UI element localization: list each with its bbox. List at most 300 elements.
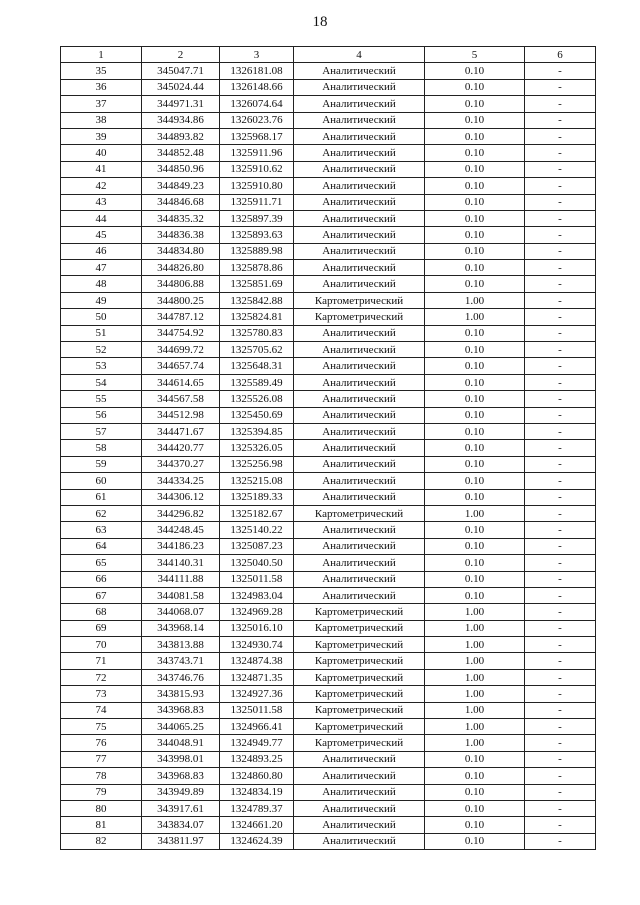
point-number-cell: 55 [61, 391, 142, 407]
point-number-cell: 51 [61, 325, 142, 341]
x-coordinate-cell: 344471.67 [142, 423, 220, 439]
note-cell: - [525, 702, 596, 718]
note-cell: - [525, 227, 596, 243]
x-coordinate-cell: 344186.23 [142, 538, 220, 554]
point-number-cell: 64 [61, 538, 142, 554]
accuracy-cell: 1.00 [425, 669, 525, 685]
y-coordinate-cell: 1324624.39 [220, 833, 294, 849]
y-coordinate-cell: 1324871.35 [220, 669, 294, 685]
accuracy-cell: 0.10 [425, 325, 525, 341]
accuracy-cell: 0.10 [425, 555, 525, 571]
header-cell-5: 5 [425, 47, 525, 63]
table-row [61, 243, 596, 259]
x-coordinate-cell: 344657.74 [142, 358, 220, 374]
table-row [61, 194, 596, 210]
x-coordinate-cell: 343917.61 [142, 800, 220, 816]
note-cell: - [525, 587, 596, 603]
point-number-cell: 81 [61, 817, 142, 833]
x-coordinate-cell: 344934.86 [142, 112, 220, 128]
x-coordinate-cell: 344068.07 [142, 604, 220, 620]
accuracy-cell: 0.10 [425, 260, 525, 276]
method-cell: Картометрический [294, 505, 425, 521]
point-number-cell: 59 [61, 456, 142, 472]
method-cell: Аналитический [294, 325, 425, 341]
y-coordinate-cell: 1325189.33 [220, 489, 294, 505]
method-cell: Аналитический [294, 161, 425, 177]
point-number-cell: 42 [61, 178, 142, 194]
y-coordinate-cell: 1326023.76 [220, 112, 294, 128]
y-coordinate-cell: 1325878.86 [220, 260, 294, 276]
x-coordinate-cell: 344111.88 [142, 571, 220, 587]
note-cell: - [525, 391, 596, 407]
method-cell: Аналитический [294, 587, 425, 603]
method-cell: Аналитический [294, 768, 425, 784]
table-row [61, 161, 596, 177]
accuracy-cell: 0.10 [425, 243, 525, 259]
note-cell: - [525, 145, 596, 161]
method-cell: Аналитический [294, 112, 425, 128]
accuracy-cell: 0.10 [425, 342, 525, 358]
accuracy-cell: 0.10 [425, 391, 525, 407]
point-number-cell: 44 [61, 210, 142, 226]
note-cell: - [525, 571, 596, 587]
y-coordinate-cell: 1324966.41 [220, 719, 294, 735]
note-cell: - [525, 374, 596, 390]
y-coordinate-cell: 1325824.81 [220, 309, 294, 325]
point-number-cell: 54 [61, 374, 142, 390]
table-row [61, 325, 596, 341]
note-cell: - [525, 669, 596, 685]
point-number-cell: 79 [61, 784, 142, 800]
point-number-cell: 72 [61, 669, 142, 685]
accuracy-cell: 1.00 [425, 686, 525, 702]
point-number-cell: 38 [61, 112, 142, 128]
note-cell: - [525, 325, 596, 341]
x-coordinate-cell: 344065.25 [142, 719, 220, 735]
table-row [61, 555, 596, 571]
x-coordinate-cell: 344806.88 [142, 276, 220, 292]
table-row [61, 489, 596, 505]
method-cell: Аналитический [294, 571, 425, 587]
note-cell: - [525, 210, 596, 226]
accuracy-cell: 0.10 [425, 587, 525, 603]
table-row [61, 686, 596, 702]
method-cell: Аналитический [294, 145, 425, 161]
header-cell-4: 4 [294, 47, 425, 63]
note-cell: - [525, 505, 596, 521]
method-cell: Аналитический [294, 243, 425, 259]
note-cell: - [525, 735, 596, 751]
x-coordinate-cell: 344754.92 [142, 325, 220, 341]
table-row [61, 817, 596, 833]
accuracy-cell: 0.10 [425, 473, 525, 489]
note-cell: - [525, 538, 596, 554]
y-coordinate-cell: 1325780.83 [220, 325, 294, 341]
point-number-cell: 69 [61, 620, 142, 636]
note-cell: - [525, 440, 596, 456]
note-cell: - [525, 161, 596, 177]
accuracy-cell: 0.10 [425, 538, 525, 554]
x-coordinate-cell: 344420.77 [142, 440, 220, 456]
method-cell: Аналитический [294, 538, 425, 554]
point-number-cell: 71 [61, 653, 142, 669]
x-coordinate-cell: 343813.88 [142, 637, 220, 653]
x-coordinate-cell: 343743.71 [142, 653, 220, 669]
accuracy-cell: 1.00 [425, 702, 525, 718]
x-coordinate-cell: 344849.23 [142, 178, 220, 194]
point-number-cell: 68 [61, 604, 142, 620]
table-row [61, 768, 596, 784]
table-row [61, 473, 596, 489]
y-coordinate-cell: 1325011.58 [220, 571, 294, 587]
table-row [61, 391, 596, 407]
table-row [61, 210, 596, 226]
x-coordinate-cell: 343968.83 [142, 702, 220, 718]
accuracy-cell: 0.10 [425, 407, 525, 423]
point-number-cell: 56 [61, 407, 142, 423]
table-row [61, 96, 596, 112]
y-coordinate-cell: 1324893.25 [220, 751, 294, 767]
y-coordinate-cell: 1325087.23 [220, 538, 294, 554]
note-cell: - [525, 178, 596, 194]
point-number-cell: 70 [61, 637, 142, 653]
x-coordinate-cell: 344834.80 [142, 243, 220, 259]
table-row [61, 128, 596, 144]
x-coordinate-cell: 344248.45 [142, 522, 220, 538]
x-coordinate-cell: 344800.25 [142, 292, 220, 308]
x-coordinate-cell: 344699.72 [142, 342, 220, 358]
note-cell: - [525, 342, 596, 358]
header-cell-2: 2 [142, 47, 220, 63]
point-number-cell: 39 [61, 128, 142, 144]
header-row [61, 47, 596, 63]
method-cell: Аналитический [294, 178, 425, 194]
method-cell: Аналитический [294, 374, 425, 390]
accuracy-cell: 1.00 [425, 637, 525, 653]
method-cell: Аналитический [294, 456, 425, 472]
point-number-cell: 80 [61, 800, 142, 816]
method-cell: Аналитический [294, 128, 425, 144]
accuracy-cell: 0.10 [425, 128, 525, 144]
accuracy-cell: 0.10 [425, 210, 525, 226]
note-cell: - [525, 407, 596, 423]
note-cell: - [525, 276, 596, 292]
method-cell: Картометрический [294, 669, 425, 685]
coordinates-table [60, 46, 596, 850]
y-coordinate-cell: 1325011.58 [220, 702, 294, 718]
x-coordinate-cell: 344512.98 [142, 407, 220, 423]
table-row [61, 423, 596, 439]
note-cell: - [525, 555, 596, 571]
point-number-cell: 41 [61, 161, 142, 177]
y-coordinate-cell: 1326074.64 [220, 96, 294, 112]
note-cell: - [525, 423, 596, 439]
y-coordinate-cell: 1325910.80 [220, 178, 294, 194]
x-coordinate-cell: 344140.31 [142, 555, 220, 571]
x-coordinate-cell: 344971.31 [142, 96, 220, 112]
table-row [61, 456, 596, 472]
x-coordinate-cell: 344306.12 [142, 489, 220, 505]
method-cell: Аналитический [294, 784, 425, 800]
y-coordinate-cell: 1325256.98 [220, 456, 294, 472]
method-cell: Аналитический [294, 227, 425, 243]
accuracy-cell: 0.10 [425, 194, 525, 210]
x-coordinate-cell: 343998.01 [142, 751, 220, 767]
method-cell: Картометрический [294, 653, 425, 669]
y-coordinate-cell: 1325851.69 [220, 276, 294, 292]
table-row [61, 637, 596, 653]
method-cell: Картометрический [294, 620, 425, 636]
x-coordinate-cell: 344846.68 [142, 194, 220, 210]
note-cell: - [525, 456, 596, 472]
y-coordinate-cell: 1324930.74 [220, 637, 294, 653]
note-cell: - [525, 719, 596, 735]
point-number-cell: 78 [61, 768, 142, 784]
accuracy-cell: 1.00 [425, 292, 525, 308]
accuracy-cell: 0.10 [425, 79, 525, 95]
header-cell-6: 6 [525, 47, 596, 63]
table-row [61, 735, 596, 751]
y-coordinate-cell: 1325911.71 [220, 194, 294, 210]
x-coordinate-cell: 344370.27 [142, 456, 220, 472]
point-number-cell: 49 [61, 292, 142, 308]
table-row [61, 358, 596, 374]
table-row [61, 505, 596, 521]
method-cell: Картометрический [294, 604, 425, 620]
note-cell: - [525, 260, 596, 276]
x-coordinate-cell: 344614.65 [142, 374, 220, 390]
accuracy-cell: 0.10 [425, 784, 525, 800]
accuracy-cell: 0.10 [425, 751, 525, 767]
point-number-cell: 77 [61, 751, 142, 767]
accuracy-cell: 1.00 [425, 653, 525, 669]
note-cell: - [525, 489, 596, 505]
y-coordinate-cell: 1324949.77 [220, 735, 294, 751]
header-cell-3: 3 [220, 47, 294, 63]
method-cell: Картометрический [294, 735, 425, 751]
method-cell: Картометрический [294, 719, 425, 735]
table-row [61, 374, 596, 390]
table-row [61, 833, 596, 849]
x-coordinate-cell: 344852.48 [142, 145, 220, 161]
y-coordinate-cell: 1326148.66 [220, 79, 294, 95]
method-cell: Аналитический [294, 194, 425, 210]
x-coordinate-cell: 343968.83 [142, 768, 220, 784]
method-cell: Аналитический [294, 817, 425, 833]
point-number-cell: 66 [61, 571, 142, 587]
note-cell: - [525, 637, 596, 653]
point-number-cell: 40 [61, 145, 142, 161]
x-coordinate-cell: 343968.14 [142, 620, 220, 636]
y-coordinate-cell: 1324789.37 [220, 800, 294, 816]
accuracy-cell: 0.10 [425, 145, 525, 161]
y-coordinate-cell: 1325140.22 [220, 522, 294, 538]
y-coordinate-cell: 1325589.49 [220, 374, 294, 390]
note-cell: - [525, 79, 596, 95]
y-coordinate-cell: 1325450.69 [220, 407, 294, 423]
y-coordinate-cell: 1325016.10 [220, 620, 294, 636]
accuracy-cell: 1.00 [425, 620, 525, 636]
note-cell: - [525, 833, 596, 849]
point-number-cell: 45 [61, 227, 142, 243]
point-number-cell: 74 [61, 702, 142, 718]
table-row [61, 587, 596, 603]
method-cell: Аналитический [294, 473, 425, 489]
table-row [61, 79, 596, 95]
method-cell: Картометрический [294, 637, 425, 653]
point-number-cell: 60 [61, 473, 142, 489]
point-number-cell: 52 [61, 342, 142, 358]
table-row [61, 719, 596, 735]
method-cell: Аналитический [294, 342, 425, 358]
accuracy-cell: 0.10 [425, 178, 525, 194]
table-row [61, 751, 596, 767]
table-row [61, 538, 596, 554]
point-number-cell: 76 [61, 735, 142, 751]
note-cell: - [525, 112, 596, 128]
note-cell: - [525, 522, 596, 538]
page-number: 18 [312, 14, 328, 30]
table-row [61, 653, 596, 669]
x-coordinate-cell: 343815.93 [142, 686, 220, 702]
x-coordinate-cell: 343834.07 [142, 817, 220, 833]
note-cell: - [525, 194, 596, 210]
table-body [61, 63, 596, 850]
point-number-cell: 75 [61, 719, 142, 735]
table-row [61, 604, 596, 620]
table-row [61, 669, 596, 685]
table-row [61, 702, 596, 718]
y-coordinate-cell: 1324834.19 [220, 784, 294, 800]
table-row [61, 522, 596, 538]
accuracy-cell: 0.10 [425, 374, 525, 390]
method-cell: Картометрический [294, 292, 425, 308]
y-coordinate-cell: 1325182.67 [220, 505, 294, 521]
accuracy-cell: 0.10 [425, 817, 525, 833]
x-coordinate-cell: 343949.89 [142, 784, 220, 800]
accuracy-cell: 0.10 [425, 96, 525, 112]
x-coordinate-cell: 344850.96 [142, 161, 220, 177]
x-coordinate-cell: 345024.44 [142, 79, 220, 95]
method-cell: Аналитический [294, 489, 425, 505]
y-coordinate-cell: 1325910.62 [220, 161, 294, 177]
accuracy-cell: 0.10 [425, 63, 525, 79]
method-cell: Аналитический [294, 79, 425, 95]
note-cell: - [525, 784, 596, 800]
y-coordinate-cell: 1325911.96 [220, 145, 294, 161]
x-coordinate-cell: 343811.97 [142, 833, 220, 849]
note-cell: - [525, 620, 596, 636]
method-cell: Аналитический [294, 407, 425, 423]
note-cell: - [525, 128, 596, 144]
y-coordinate-cell: 1325326.05 [220, 440, 294, 456]
accuracy-cell: 1.00 [425, 505, 525, 521]
accuracy-cell: 0.10 [425, 571, 525, 587]
method-cell: Аналитический [294, 391, 425, 407]
point-number-cell: 63 [61, 522, 142, 538]
table-row [61, 342, 596, 358]
x-coordinate-cell: 344893.82 [142, 128, 220, 144]
y-coordinate-cell: 1325526.08 [220, 391, 294, 407]
point-number-cell: 73 [61, 686, 142, 702]
method-cell: Аналитический [294, 358, 425, 374]
y-coordinate-cell: 1325215.08 [220, 473, 294, 489]
method-cell: Аналитический [294, 751, 425, 767]
x-coordinate-cell: 344048.91 [142, 735, 220, 751]
point-number-cell: 53 [61, 358, 142, 374]
method-cell: Аналитический [294, 423, 425, 439]
note-cell: - [525, 751, 596, 767]
accuracy-cell: 0.10 [425, 276, 525, 292]
point-number-cell: 35 [61, 63, 142, 79]
accuracy-cell: 0.10 [425, 833, 525, 849]
accuracy-cell: 0.10 [425, 440, 525, 456]
table-row [61, 571, 596, 587]
y-coordinate-cell: 1325394.85 [220, 423, 294, 439]
table-row [61, 800, 596, 816]
table-row [61, 784, 596, 800]
point-number-cell: 65 [61, 555, 142, 571]
point-number-cell: 36 [61, 79, 142, 95]
point-number-cell: 46 [61, 243, 142, 259]
x-coordinate-cell: 344334.25 [142, 473, 220, 489]
method-cell: Аналитический [294, 522, 425, 538]
accuracy-cell: 0.10 [425, 161, 525, 177]
note-cell: - [525, 800, 596, 816]
x-coordinate-cell: 344826.80 [142, 260, 220, 276]
accuracy-cell: 1.00 [425, 735, 525, 751]
x-coordinate-cell: 344787.12 [142, 309, 220, 325]
note-cell: - [525, 292, 596, 308]
accuracy-cell: 0.10 [425, 112, 525, 128]
table-row [61, 227, 596, 243]
accuracy-cell: 0.10 [425, 800, 525, 816]
note-cell: - [525, 653, 596, 669]
method-cell: Аналитический [294, 63, 425, 79]
table-row [61, 112, 596, 128]
point-number-cell: 37 [61, 96, 142, 112]
y-coordinate-cell: 1326181.08 [220, 63, 294, 79]
point-number-cell: 43 [61, 194, 142, 210]
table-row [61, 178, 596, 194]
table-header [61, 47, 596, 63]
accuracy-cell: 0.10 [425, 456, 525, 472]
accuracy-cell: 0.10 [425, 358, 525, 374]
table-row [61, 620, 596, 636]
y-coordinate-cell: 1325705.62 [220, 342, 294, 358]
table-row [61, 63, 596, 79]
y-coordinate-cell: 1325893.63 [220, 227, 294, 243]
accuracy-cell: 0.10 [425, 489, 525, 505]
y-coordinate-cell: 1324661.20 [220, 817, 294, 833]
y-coordinate-cell: 1325040.50 [220, 555, 294, 571]
note-cell: - [525, 63, 596, 79]
accuracy-cell: 1.00 [425, 604, 525, 620]
point-number-cell: 57 [61, 423, 142, 439]
accuracy-cell: 0.10 [425, 227, 525, 243]
method-cell: Аналитический [294, 800, 425, 816]
table-row [61, 440, 596, 456]
method-cell: Аналитический [294, 833, 425, 849]
x-coordinate-cell: 343746.76 [142, 669, 220, 685]
table-row [61, 260, 596, 276]
x-coordinate-cell: 344296.82 [142, 505, 220, 521]
note-cell: - [525, 243, 596, 259]
method-cell: Аналитический [294, 96, 425, 112]
y-coordinate-cell: 1325968.17 [220, 128, 294, 144]
point-number-cell: 61 [61, 489, 142, 505]
y-coordinate-cell: 1324969.28 [220, 604, 294, 620]
